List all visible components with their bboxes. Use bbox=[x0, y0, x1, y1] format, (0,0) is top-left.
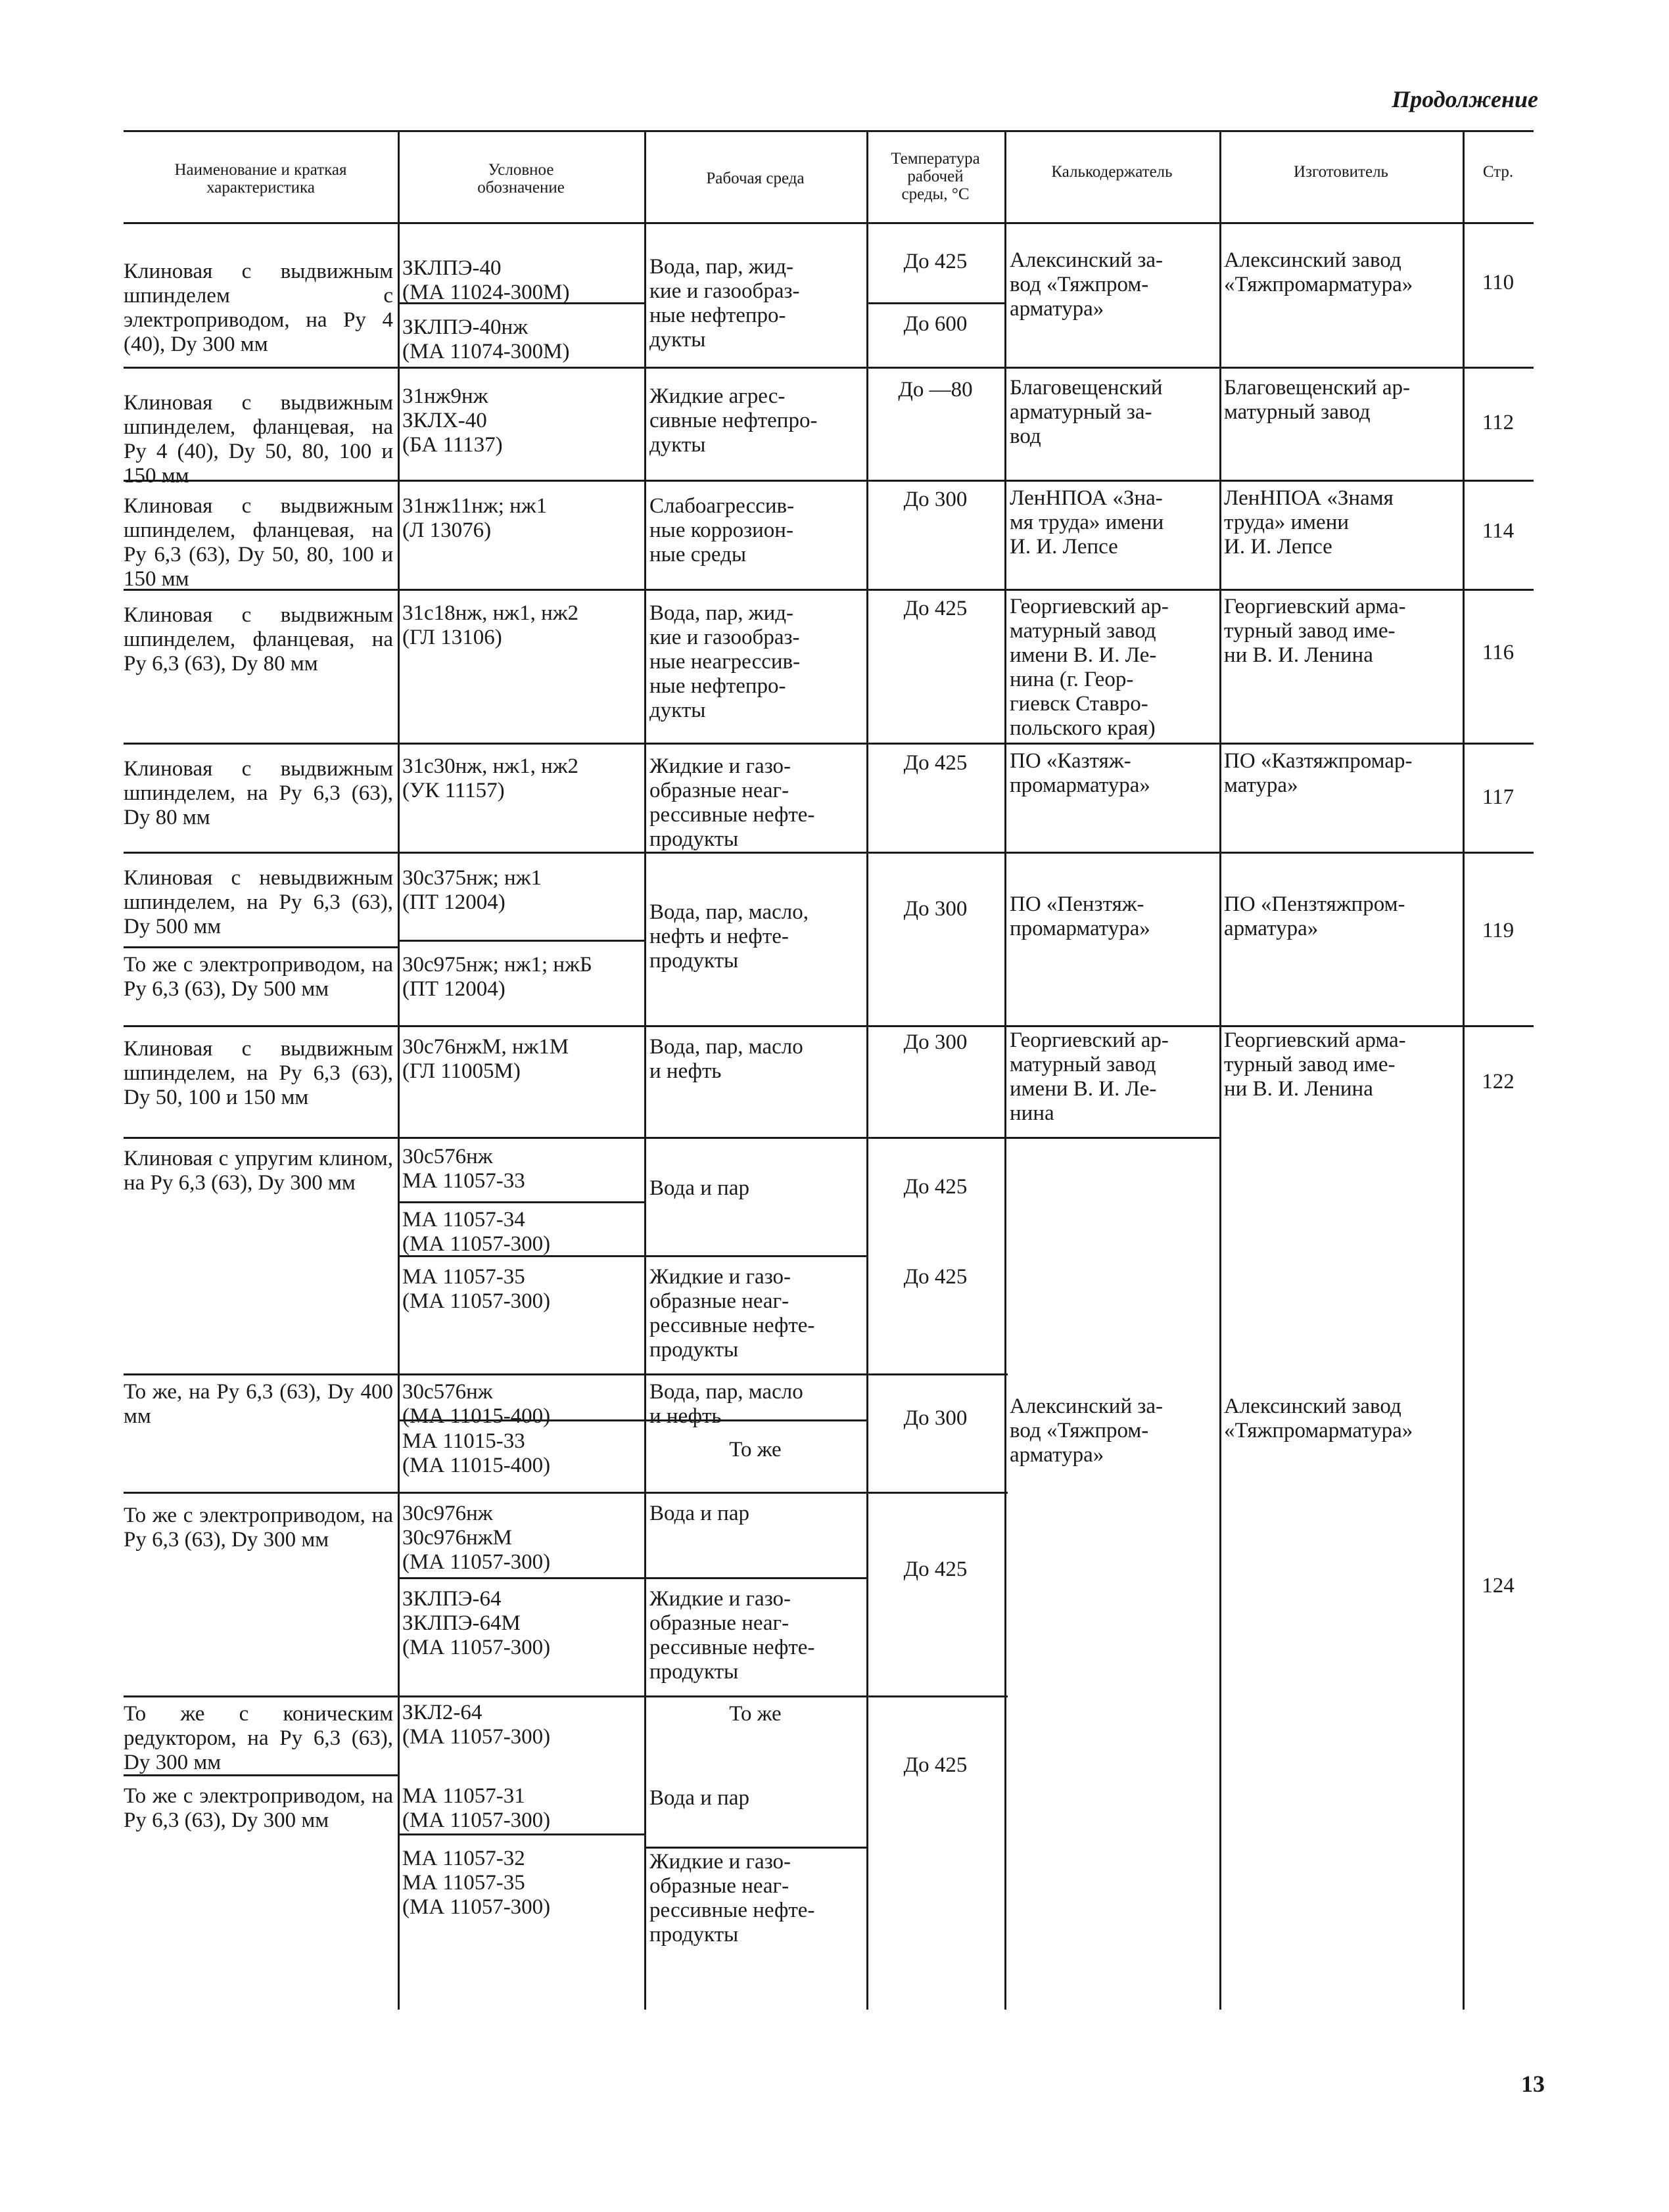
row-medium: Жидкие и газо- образные неаг- рессивные нефте- продукты bbox=[649, 1587, 815, 1684]
row-designation: ЗКЛПЭ-40нж (МА 11074-300М) bbox=[402, 315, 570, 363]
row-temperature: До 300 bbox=[903, 897, 968, 921]
continued-label: Продолжение bbox=[1392, 86, 1538, 112]
row-designation: 30с976нж 30с976нжМ (МА 11057-300) bbox=[402, 1502, 551, 1574]
row-manufacturer: Георгиевский арма- турный завод име- ни В. И. Ленина bbox=[1224, 595, 1406, 667]
row-temperature: До 600 bbox=[903, 312, 968, 336]
row-name: Клиновая с выдвижным шпинделем, на Ру 6,3 (63), Dу 50, 100 и 150 мм bbox=[124, 1037, 393, 1109]
row-tracing-holder: Алексинский за- вод «Тяжпром- арматура» bbox=[1010, 248, 1164, 321]
row-name: Клиновая с невыдвижным шпинделем, на Ру 6,3 (63), Dу 500 мм bbox=[124, 866, 393, 938]
row-name: Клиновая с выдвижным шпинделем, фланцевая, на Ру 6,3 (63), Dу 50, 80, 100 и 150 мм bbox=[124, 494, 393, 591]
row-name: Клиновая с выдвижным шпинделем, фланцевая, на Ру 4 (40), Dу 50, 80, 100 и 150 мм bbox=[124, 391, 393, 488]
row-temperature: До 425 bbox=[903, 1557, 968, 1581]
row-manufacturer: ПО «Казтяжпромар- матура» bbox=[1224, 749, 1413, 797]
row-page: 112 bbox=[1482, 411, 1515, 434]
row-manufacturer: Георгиевский арма- турный завод име- ни В. И. Ленина bbox=[1224, 1028, 1406, 1101]
row-page: 122 bbox=[1482, 1070, 1515, 1094]
row-designation: МА 11057-32 МА 11057-35 (МА 11057-300) bbox=[402, 1847, 551, 1919]
row-temperature: До 425 bbox=[903, 751, 968, 775]
row-medium: Вода, пар, жид- кие и газообраз- ные неагрессив- ные нефтепро- дукты bbox=[649, 601, 801, 722]
row-page: 124 bbox=[1482, 1574, 1515, 1598]
row-medium: Вода и пар bbox=[649, 1786, 749, 1810]
row-name: Клиновая с выдвижным шпинделем, на Ру 6,3 (63), Dу 80 мм bbox=[124, 757, 393, 829]
row-designation: 31нж11нж; нж1 (Л 13076) bbox=[402, 494, 548, 542]
row-medium: Жидкие агрес- сивные нефтепро- дукты bbox=[649, 384, 818, 457]
row-name: То же с электроприводом, на Ру 6,3 (63), Dу 300 мм bbox=[124, 1784, 393, 1832]
row-temperature: До 425 bbox=[903, 1175, 968, 1199]
row-page: 119 bbox=[1482, 919, 1515, 942]
page-number: 13 bbox=[1521, 2071, 1545, 2097]
row-tracing-holder: ПО «Пензтяж- промарматура» bbox=[1010, 892, 1150, 940]
row-medium: Вода, пар, жид- кие и газообраз- ные нефтепро- дукты bbox=[649, 255, 800, 352]
row-tracing-holder: Алексинский за- вод «Тяжпром- арматура» bbox=[1010, 1394, 1164, 1467]
row-name: То же с коническим редуктором, на Ру 6,3 (63), Dу 300 мм bbox=[124, 1702, 393, 1774]
header-page: Стр. bbox=[1482, 163, 1514, 181]
header-manufacturer: Изготовитель bbox=[1294, 163, 1388, 181]
header-name: Наименование и краткая характеристика bbox=[174, 161, 347, 196]
row-temperature: До 425 bbox=[903, 250, 968, 273]
row-medium: Вода и пар bbox=[649, 1176, 749, 1200]
row-designation: ЗКЛПЭ-40 (МА 11024-300М) bbox=[402, 256, 570, 304]
header-medium: Рабочая среда bbox=[706, 170, 805, 187]
row-temperature: До 425 bbox=[903, 1753, 968, 1777]
row-designation: 30с375нж; нж1 (ПТ 12004) bbox=[402, 866, 542, 914]
row-designation: 30с76нжМ, нж1М (ГЛ 11005М) bbox=[402, 1035, 569, 1083]
row-temperature: До 425 bbox=[903, 597, 968, 620]
row-medium: Вода, пар, масло, нефть и нефте- продукты bbox=[649, 900, 809, 973]
row-designation: 31с30нж, нж1, нж2 (УК 11157) bbox=[402, 754, 579, 802]
row-page: 114 bbox=[1482, 519, 1515, 543]
row-designation: МА 11057-34 (МА 11057-300) bbox=[402, 1208, 551, 1256]
row-medium: Жидкие и газо- образные неаг- рессивные нефте- продукты bbox=[649, 1265, 815, 1362]
row-tracing-holder: Георгиевский ар- матурный завод имени В. И. Ле- нина (г. Геор- гиевск Ставро- польского края) bbox=[1010, 595, 1169, 740]
row-tracing-holder: ПО «Казтяж- промарматура» bbox=[1010, 749, 1150, 797]
row-designation: 31с18нж, нж1, нж2 (ГЛ 13106) bbox=[402, 601, 579, 649]
row-name: То же с электроприводом, на Ру 6,3 (63), Dу 300 мм bbox=[124, 1504, 393, 1552]
row-medium: Вода и пар bbox=[649, 1502, 749, 1525]
row-temperature: До 300 bbox=[903, 1030, 968, 1054]
row-tracing-holder: Благовещенский арматурный за- вод bbox=[1010, 376, 1163, 448]
header-tracing-holder: Калькодержатель bbox=[1051, 163, 1173, 181]
row-tracing-holder: ЛенНПОА «Зна- мя труда» имени И. И. Лепсе bbox=[1010, 486, 1164, 559]
row-name: Клиновая с упругим клином, на Ру 6,3 (63), Dу 300 мм bbox=[124, 1147, 393, 1195]
row-temperature: До 425 bbox=[903, 1265, 968, 1289]
row-name: Клиновая с выдвижным шпинделем с электроприводом, на Ру 4 (40), Dу 300 мм bbox=[124, 260, 393, 356]
row-page: 116 bbox=[1482, 641, 1515, 664]
row-designation: 31нж9нж ЗКЛХ-40 (БА 11137) bbox=[402, 384, 503, 457]
row-manufacturer: ЛенНПОА «Знамя труда» имени И. И. Лепсе bbox=[1224, 486, 1394, 559]
row-tracing-holder: Георгиевский ар- матурный завод имени В. И. Ле- нина bbox=[1010, 1028, 1169, 1125]
row-name: То же с электроприводом, на Ру 6,3 (63), Dу 500 мм bbox=[124, 953, 393, 1001]
row-designation: МА 11057-35 (МА 11057-300) bbox=[402, 1265, 551, 1313]
row-medium: Вода, пар, масло и нефть bbox=[649, 1035, 803, 1083]
row-designation: 30с576нж МА 11057-33 bbox=[402, 1145, 525, 1193]
row-designation: 30с975нж; нж1; нжБ (ПТ 12004) bbox=[402, 953, 592, 1001]
row-name: То же, на Ру 6,3 (63), Dу 400 мм bbox=[124, 1380, 393, 1428]
row-designation: МА 11057-31 (МА 11057-300) bbox=[402, 1784, 551, 1832]
row-page: 110 bbox=[1482, 271, 1515, 294]
row-temperature: До 300 bbox=[903, 488, 968, 511]
row-page: 117 bbox=[1482, 785, 1515, 809]
row-designation: 30с576нж (МА 11015-400) bbox=[402, 1380, 551, 1428]
row-name: Клиновая с выдвижным шпинделем, фланцевая, на Ру 6,3 (63), Dу 80 мм bbox=[124, 603, 393, 676]
row-medium: Жидкие и газо- образные неаг- рессивные нефте- продукты bbox=[649, 1850, 815, 1947]
row-designation: ЗКЛ2-64 (МА 11057-300) bbox=[402, 1701, 551, 1749]
row-medium: Вода, пар, масло и нефть bbox=[649, 1380, 803, 1428]
row-manufacturer: Благовещенский ар- матурный завод bbox=[1224, 376, 1410, 424]
header-designation: Условное обозначение bbox=[477, 161, 565, 196]
row-medium: Слабоагрессив- ные коррозион- ные среды bbox=[649, 494, 795, 566]
row-manufacturer: Алексинский завод «Тяжпромарматура» bbox=[1224, 248, 1413, 296]
row-manufacturer: Алексинский завод «Тяжпромарматура» bbox=[1224, 1394, 1413, 1442]
row-medium: Жидкие и газо- образные неаг- рессивные нефте- продукты bbox=[649, 754, 815, 851]
row-designation: ЗКЛПЭ-64 ЗКЛПЭ-64М (МА 11057-300) bbox=[402, 1587, 551, 1659]
row-manufacturer: ПО «Пензтяжпром- арматура» bbox=[1224, 892, 1405, 940]
row-temperature: До —80 bbox=[898, 378, 973, 402]
row-medium: То же bbox=[729, 1702, 782, 1726]
row-temperature: До 300 bbox=[903, 1406, 968, 1430]
header-temperature: Температура рабочей среды, °С bbox=[891, 150, 980, 203]
row-medium: То же bbox=[729, 1438, 782, 1462]
row-designation: МА 11015-33 (МА 11015-400) bbox=[402, 1429, 551, 1477]
